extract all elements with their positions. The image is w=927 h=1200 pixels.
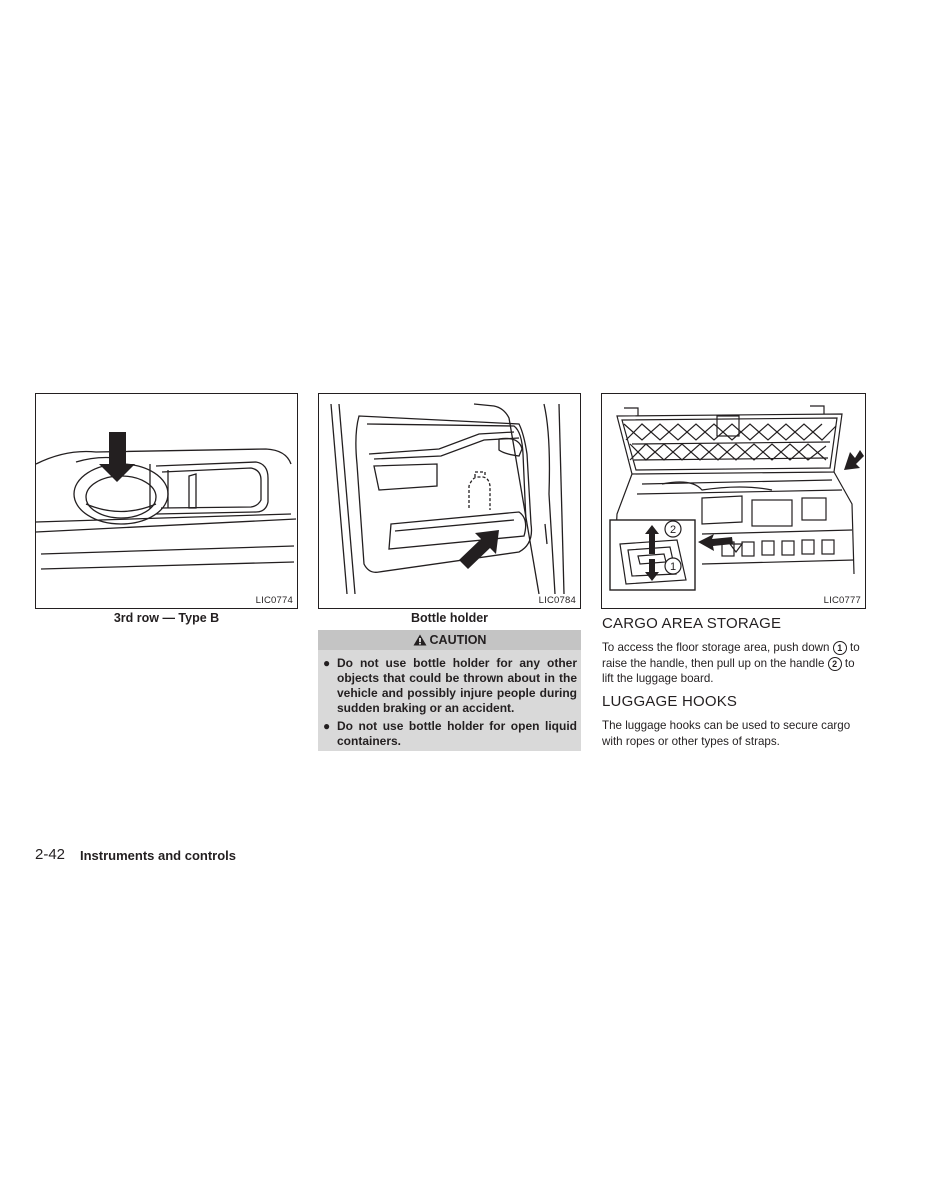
figure-code: LIC0777: [823, 595, 861, 606]
callout-1-label: 1: [669, 561, 677, 573]
caution-bullet-text: Do not use bottle holder for open liquid containers.: [337, 719, 577, 748]
figure-code: LIC0784: [538, 595, 576, 606]
caution-bullet: [323, 719, 577, 749]
caution-bullet: [323, 656, 577, 716]
callout-2-label: 2: [669, 524, 677, 536]
hooks-paragraph: The luggage hooks can be used to secure cargo with ropes or other types of straps.: [602, 719, 851, 748]
cargo-illustration: [602, 394, 867, 610]
bullet-dot-icon: ●: [323, 719, 331, 733]
warning-triangle-icon: [413, 634, 427, 646]
cargo-heading: CARGO AREA STORAGE: [602, 615, 782, 632]
figure-code: LIC0774: [255, 595, 293, 606]
hooks-heading: LUGGAGE HOOKS: [602, 693, 738, 710]
section-title: Instruments and controls: [80, 848, 237, 863]
figure-caption: Bottle holder: [410, 611, 489, 625]
figure-bottle-holder: [318, 393, 581, 609]
caution-box: [318, 630, 581, 751]
figure-cargo-storage: [601, 393, 866, 609]
caution-header: [318, 630, 581, 650]
figure-3rd-row-cupholder: [35, 393, 298, 609]
cargo-text-1: To access the floor storage area, push down: [602, 641, 830, 654]
figure-caption: 3rd row — Type B: [113, 611, 220, 625]
callout-ref-2: 2: [828, 657, 842, 671]
page-number: 2-42: [35, 846, 66, 863]
cargo-text-3: to lift the luggage board.: [602, 656, 855, 685]
door-illustration: [319, 394, 582, 610]
callout-ref-1: 1: [833, 641, 847, 655]
cargo-text-2: to raise the handle, then pull up on the handle: [602, 641, 860, 670]
cargo-paragraph: [602, 640, 867, 687]
cupholder-illustration: [36, 394, 299, 610]
bullet-dot-icon: ●: [323, 656, 331, 670]
caution-bullet-text: Do not use bottle holder for any other objects that could be thrown about in the vehicle and possibly injure people during sudden braking or an accident.: [337, 656, 577, 715]
caution-title: CAUTION: [429, 633, 487, 647]
